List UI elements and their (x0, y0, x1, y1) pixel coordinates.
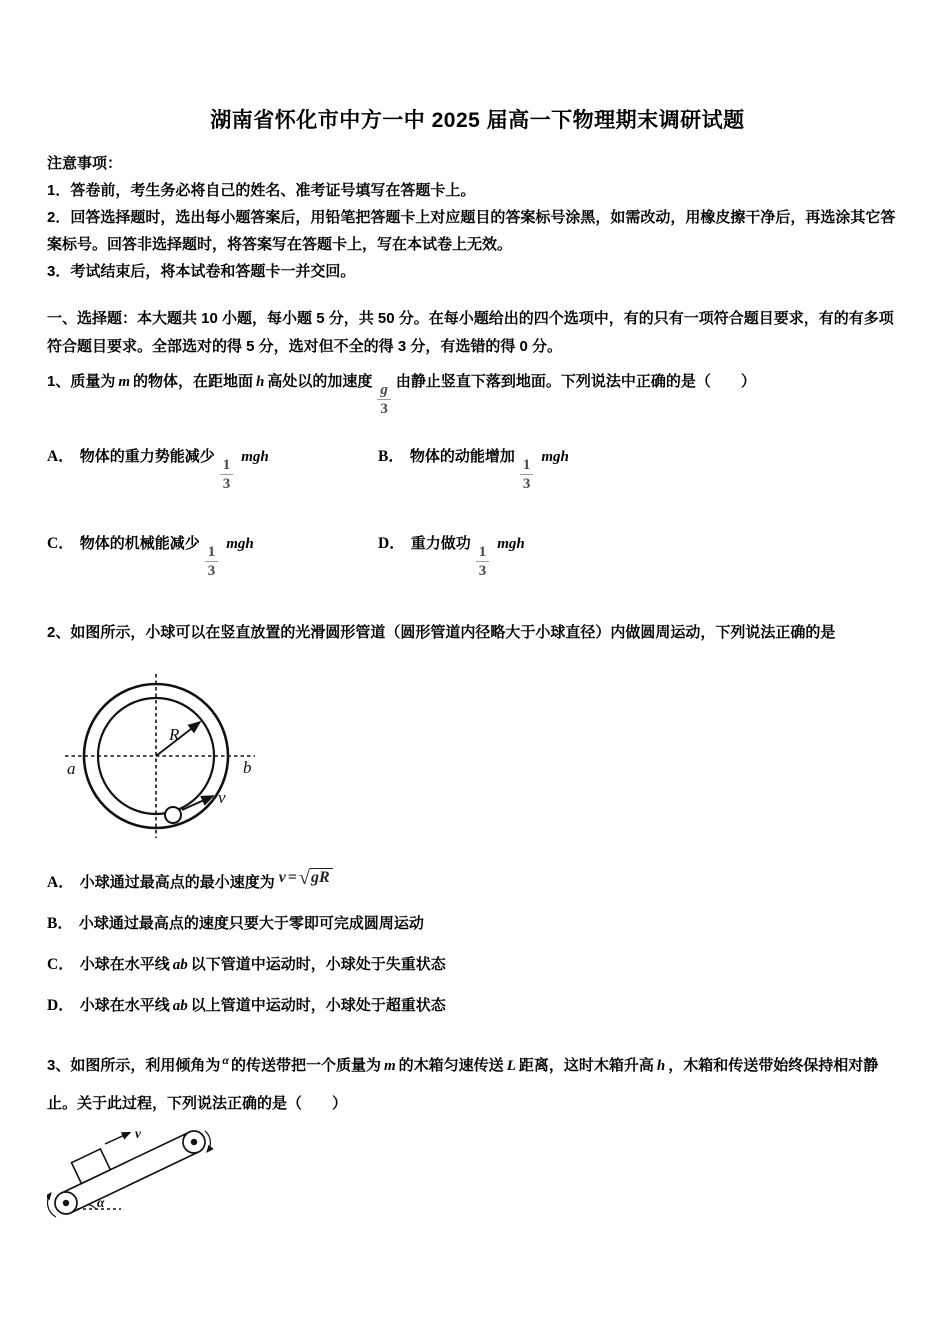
q2-option-b-text: 小球通过最高点的速度只要大于零即可完成圆周运动 (78, 915, 424, 933)
question-2-options (47, 867, 908, 1019)
fraction-denominator: 3 (380, 401, 388, 418)
q1-text-part3: 高处以的加速度 (267, 373, 373, 390)
q2-option-a-label: A． (47, 874, 74, 892)
q1-option-a-formula: mgh (241, 449, 269, 466)
q1-option-a (47, 444, 378, 493)
fraction-numerator: 1 (520, 457, 534, 476)
upper-pulley-axle (191, 1139, 197, 1145)
fraction-one-third (220, 457, 234, 494)
q3-text-part2: 的传送带把一个质量为 (230, 1057, 381, 1075)
fraction-denominator: 3 (478, 563, 487, 580)
fraction-denominator: 3 (222, 476, 231, 493)
radical-sign: √ (298, 867, 310, 890)
q1-text-part4: 由静止竖直下落到地面。下列说法中正确的是（ ） (395, 373, 756, 390)
q2-option-c (47, 952, 908, 978)
q1-option-c-formula: mgh (226, 536, 254, 553)
q3-text-part1: 3、如图所示，利用倾角为 (47, 1057, 221, 1075)
q3-var-m: m (384, 1058, 396, 1075)
fraction-one-third (476, 544, 490, 581)
q2-option-d-label: D． (47, 997, 74, 1015)
q2-option-c-pre: 小球在水平线 (79, 956, 170, 974)
q2-option-d-var-ab: ab (172, 998, 188, 1015)
q3-text-part4: 距离，这时木箱升高 (518, 1057, 654, 1075)
q3-var-alpha: α (222, 1053, 229, 1068)
question-1-text (47, 367, 908, 418)
notice-item-1: 1．答卷前，考生务必将自己的姓名、准考证号填写在答题卡上。 (47, 182, 476, 199)
fraction-numerator: 1 (476, 544, 490, 563)
q3-var-h: h (656, 1058, 666, 1075)
q1-option-b-label: B． (378, 448, 404, 466)
q1-text-part2: 的物体，在距地面 (133, 373, 254, 390)
notice-item-2: 2．回答选择题时，选出每小题答案后，用铅笔把答题卡上对应题目的答案标号涂黑，如需改动，用橡皮擦干净后，再选涂其它答案标号。回答非选择题时，将答案写在答题卡上，写在本试卷上无效。 (47, 209, 896, 253)
conveyor-belt-diagram (47, 1127, 297, 1242)
lower-pulley-axle (63, 1200, 69, 1206)
q1-option-d (378, 531, 908, 580)
question-3-text (47, 1041, 908, 1123)
q1-option-d-label: D． (378, 535, 405, 553)
point-a-label: a (67, 759, 76, 779)
q3-var-L: L (506, 1058, 516, 1075)
q2-option-d-post: 以上管道中运动时，小球处于超重状态 (190, 997, 446, 1015)
ball (165, 807, 181, 823)
point-b-label: b (243, 758, 252, 778)
q1-option-b-formula: mgh (541, 449, 569, 466)
formula-v-equals-sqrt-gR (279, 865, 333, 891)
fraction-numerator: 1 (205, 544, 219, 563)
q1-var-h: h (256, 374, 265, 390)
fraction-g-over-3 (377, 382, 391, 419)
q3-text-part3: 的木箱匀速传送 (398, 1057, 504, 1075)
fraction-denominator: 3 (207, 563, 216, 580)
q2-option-d-pre: 小球在水平线 (79, 997, 170, 1015)
page-title: 湖南省怀化市中方一中 2025 届高一下物理期末调研试题 (210, 109, 745, 132)
q2-option-a-text: 小球通过最高点的最小速度为 (79, 874, 275, 892)
q1-option-d-text: 重力做功 (410, 535, 471, 553)
q1-option-a-label: A． (47, 448, 74, 466)
q2-option-c-label: C． (47, 956, 74, 974)
belt-velocity-arrow (105, 1133, 130, 1145)
fraction-one-third (520, 457, 534, 494)
question-1-options (47, 444, 908, 580)
fraction-numerator: 1 (220, 457, 234, 476)
q1-option-c-label: C． (47, 535, 74, 553)
q1-option-b (378, 444, 908, 493)
q1-option-c-text: 物体的机械能减少 (79, 535, 200, 553)
velocity-arrow (182, 796, 213, 810)
q2-option-b (47, 911, 908, 937)
q2-option-d (47, 993, 908, 1019)
q1-option-c (47, 531, 378, 580)
notice-item-3: 3．考试结束后，将本试卷和答题卡一并交回。 (47, 263, 356, 280)
notice-heading: 注意事项： (47, 155, 123, 172)
box-on-belt (72, 1149, 111, 1184)
velocity-label: v (218, 788, 226, 808)
circular-tube-diagram (59, 668, 264, 850)
fraction-numerator: g (377, 382, 391, 401)
formula-lhs: v (278, 869, 286, 887)
q1-option-a-text: 物体的重力势能减少 (79, 448, 215, 466)
belt-velocity-label: v (135, 1127, 141, 1142)
radicand: gR (310, 868, 333, 886)
question-2-text: 2、如图所示，小球可以在竖直放置的光滑圆形管道（圆形管道内径略大于小球直径）内做圆周运动，下列说法正确的是 (47, 624, 836, 642)
section-1-intro: 一、选择题：本大题共 10 小题，每小题 5 分，共 50 分。在每小题给出的四个选项中，有的只有一项符合题目要求，有的有多项符合题目要求。全部选对的得 5 分，选对但不全的得 3 分，有选错的得 0 分。 (47, 310, 894, 355)
fraction-one-third (205, 544, 219, 581)
q1-var-m: m (118, 374, 131, 390)
q1-text-part1: 1、质量为 (47, 373, 116, 390)
q2-option-b-label: B． (47, 915, 73, 933)
q3-text-part5: ，木箱和传送带始终保持相对静止。关于此过程，下列说法正确的是（ ） (47, 1057, 879, 1113)
q1-option-b-text: 物体的动能增加 (409, 448, 515, 466)
q2-option-a (47, 867, 908, 896)
q2-option-c-var-ab: ab (172, 957, 188, 974)
q2-option-c-post: 以下管道中运动时，小球处于失重状态 (190, 956, 446, 974)
fraction-denominator: 3 (522, 476, 531, 493)
q1-option-d-formula: mgh (497, 536, 525, 553)
radius-label: R (169, 725, 180, 745)
equals-sign: = (287, 869, 297, 887)
incline-angle-label: α (97, 1195, 105, 1211)
